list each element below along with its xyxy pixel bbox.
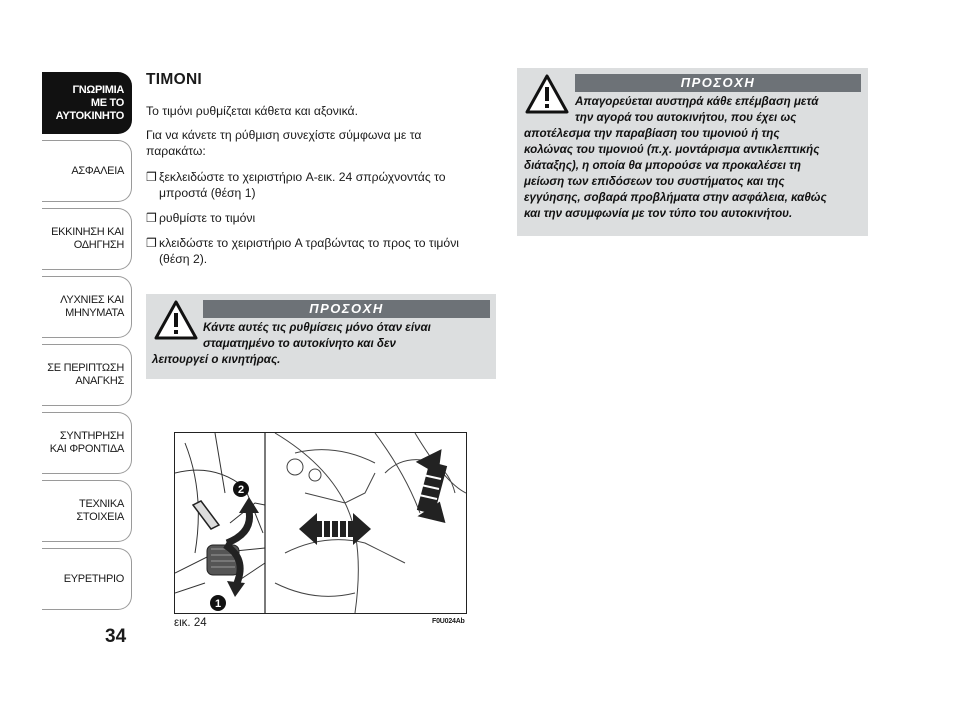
tab-starting-driving[interactable] [42,208,132,270]
tab-safety[interactable] [42,140,132,202]
figure-caption: εικ. 24 [174,617,207,629]
warning-line: την αγορά του αυτοκινήτου, που έχει ως [575,111,797,124]
step-item [146,169,491,201]
instruction-line: παρακάτω: [146,144,206,158]
tab-label: ΣΕ ΠΕΡΙΠΤΩΣΗ ΑΝΑΓΚΗΣ [47,362,124,387]
tab-warning-lights[interactable] [42,276,132,338]
tab-label: ΛΥΧΝΙΕΣ ΚΑΙ ΜΗΝΥΜΑΤΑ [60,294,124,319]
tab-index[interactable] [42,548,132,610]
tab-label: ΓΝΩΡΙΜΙΑ ΜΕ ΤΟ ΑΥΤΟΚΙΝΗΤΟ [55,83,124,122]
tab-label: ΤΕΧΝΙΚΑ ΣΤΟΙΧΕΙΑ [76,498,124,523]
warning-triangle-icon [525,74,569,114]
warning-line: Κάντε αυτές τις ρυθμίσεις μόνο όταν είναι [203,321,431,334]
tab-emergency[interactable] [42,344,132,406]
tab-label: ΑΣΦΑΛΕΙΑ [71,164,124,177]
tab-maintenance[interactable] [42,412,132,474]
warning-heading: ΠΡΟΣΟΧΗ [203,300,490,318]
warning-line: κολώνας του τιμονιού (π.χ. μοντάρισμα αντικλεπτικής [524,143,820,156]
steering-adjustment-figure [174,432,467,614]
checkbox-bullet-icon: ❒ [146,236,157,250]
step-line: ξεκλειδώστε το χειριστήριο A-εικ. 24 σπρώχνοντάς το [159,170,446,184]
warning-box [146,294,496,379]
figure-code: F0U024Ab [432,618,465,625]
warning-line: εγγύησης, σοβαρά προβλήματα στην ασφάλεια, καθώς [524,191,827,204]
section-title: ΤΙΜΟΝΙ [146,71,203,88]
checkbox-bullet-icon: ❒ [146,170,157,184]
step-line: ρυθμίστε το τιμόνι [159,211,256,225]
tab-getting-to-know[interactable] [42,72,132,134]
warning-triangle-icon [154,300,198,340]
tab-label: ΕΚΚΙΝΗΣΗ ΚΑΙ ΟΔΗΓΗΣΗ [51,226,124,251]
tab-label: ΕΥΡΕΤΗΡΙΟ [63,572,124,585]
warning-line: διάταξης), η οποία θα μπορούσε να προκαλέσει τη [524,159,801,172]
warning-line: και την ασυμφωνία με τον τύπο του αυτοκινήτου. [524,207,793,220]
warning-line: αποτέλεσμα την παραβίαση του τιμονιού ή της [524,127,780,140]
warning-line: Απαγορεύεται αυστηρά κάθε επέμβαση μετά [575,95,819,108]
page-number: 34 [105,626,127,647]
step-item [146,235,491,267]
steering-column-illustration [175,433,466,613]
step-item [146,210,491,226]
warning-line: λειτουργεί ο κινητήρας. [152,353,281,366]
vertical-adjust-arrow [415,441,450,531]
warning-line: σταματημένο το αυτοκίνητο και δεν [203,337,396,350]
position-marker-2 [233,481,249,497]
step-line: κλειδώστε το χειριστήριο A τραβώντας το προς το τιμόνι [159,236,460,250]
marker-label: 2 [237,484,245,496]
warning-line: μείωση των επιδόσεων του συστήματος και της [524,175,785,188]
position-marker-1 [210,595,226,611]
warning-box [517,68,868,236]
instruction-text [146,127,491,159]
warning-heading: ΠΡΟΣΟΧΗ [575,74,861,92]
tab-label: ΣΥΝΤΗΡΗΣΗ ΚΑΙ ΦΡΟΝΤΙΔΑ [49,430,124,455]
intro-text: Το τιμόνι ρυθμίζεται κάθετα και αξονικά. [146,104,358,118]
instruction-line: Για να κάνετε τη ρύθμιση συνεχίστε σύμφωνα με τα [146,128,422,142]
checkbox-bullet-icon: ❒ [146,211,157,225]
marker-label: 1 [214,598,222,610]
step-line: μπροστά (θέση 1) [159,186,256,200]
step-line: (θέση 2). [159,252,208,266]
tab-technical-data[interactable] [42,480,132,542]
